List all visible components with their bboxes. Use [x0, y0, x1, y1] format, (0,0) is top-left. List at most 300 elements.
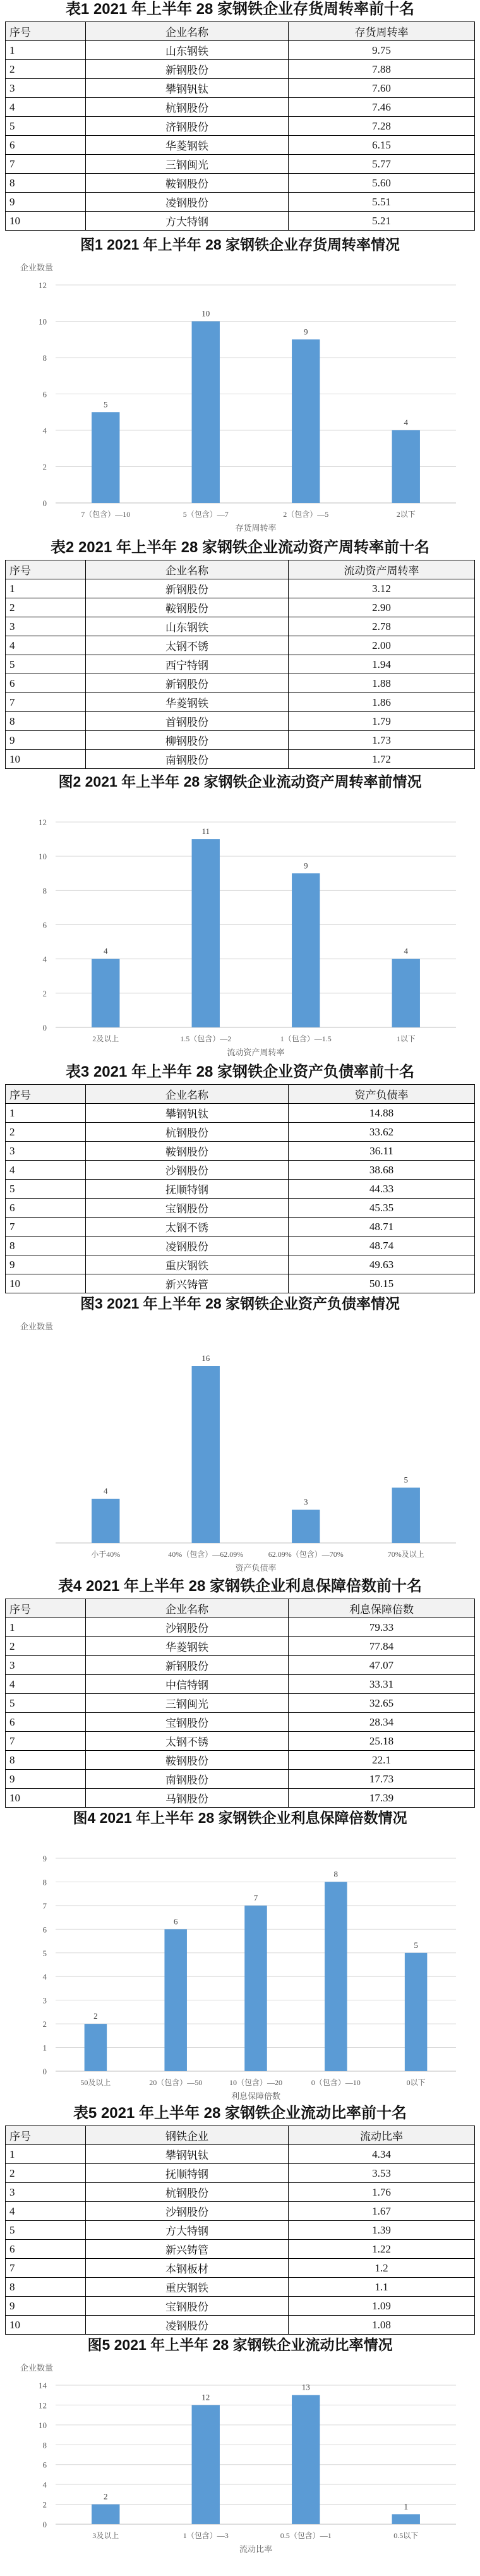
value-cell: 1.79	[289, 712, 475, 731]
rank-cell: 1	[6, 1104, 86, 1123]
figure2-chart-svg	[5, 794, 475, 1078]
table-row	[6, 2240, 475, 2259]
table-row	[6, 2164, 475, 2183]
table-row	[6, 579, 475, 598]
value-cell: 1.39	[289, 2221, 475, 2240]
rank-cell: 6	[6, 2240, 86, 2259]
table3-title: 表3 2021 年上半年 28 家钢铁企业资产负债率前十名	[65, 1063, 415, 1080]
y-axis-label: 企业数量	[20, 1322, 54, 1331]
bar-value-label: 5	[104, 399, 108, 409]
table-row	[6, 117, 475, 136]
x-tick-label: 2以下	[396, 510, 416, 519]
table-row	[6, 1218, 475, 1237]
rank-cell: 9	[6, 1255, 86, 1274]
company-cell: 新钢股份	[86, 674, 289, 693]
value-cell: 4.34	[289, 2145, 475, 2164]
company-cell: 南钢股份	[86, 750, 289, 769]
figure2-title: 图2 2021 年上半年 28 家钢铁企业流动资产周转率前情况	[58, 773, 422, 790]
value-cell: 17.39	[289, 1789, 475, 1808]
table-row	[6, 2278, 475, 2297]
rank-cell: 7	[6, 1218, 86, 1237]
table-row	[6, 598, 475, 617]
y-tick-label: 0	[42, 2520, 47, 2529]
y-tick-label: 10	[39, 317, 47, 327]
company-cell: 凌钢股份	[86, 2316, 289, 2335]
company-cell: 柳钢股份	[86, 731, 289, 750]
table-row	[6, 136, 475, 155]
bar-value-label: 4	[404, 418, 408, 427]
bar	[292, 1510, 320, 1544]
table-row	[6, 2202, 475, 2221]
table-row	[6, 1161, 475, 1180]
table-row	[6, 98, 475, 117]
table-header-row	[6, 22, 475, 41]
company-cell: 杭钢股份	[86, 1123, 289, 1142]
value-cell: 1.88	[289, 674, 475, 693]
x-tick-label: 0.5以下	[393, 2531, 419, 2540]
bar	[92, 1499, 119, 1543]
value-cell: 36.11	[289, 1142, 475, 1161]
rank-cell: 9	[6, 2297, 86, 2316]
company-cell: 攀钢钒钛	[86, 79, 289, 98]
table2-section	[5, 538, 475, 769]
bar-value-label: 6	[173, 1916, 178, 1926]
figure2-section	[5, 772, 475, 1057]
bar	[405, 1953, 428, 2071]
value-cell: 5.51	[289, 193, 475, 212]
company-cell: 凌钢股份	[86, 193, 289, 212]
company-cell: 太钢不锈	[86, 1218, 289, 1237]
company-cell: 宝钢股份	[86, 1713, 289, 1732]
value-cell: 38.68	[289, 1161, 475, 1180]
table-row	[6, 2316, 475, 2335]
rank-cell: 4	[6, 1675, 86, 1694]
table-row	[6, 2183, 475, 2202]
value-cell: 33.62	[289, 1123, 475, 1142]
figure4-chart	[5, 1830, 475, 2101]
bar-value-label: 9	[304, 327, 308, 337]
rank-cell: 5	[6, 1694, 86, 1713]
bar-value-label: 8	[333, 1869, 339, 1879]
rank-cell: 9	[6, 731, 86, 750]
table-row	[6, 1770, 475, 1789]
figure3-chart-svg	[5, 1315, 475, 1593]
company-cell: 山东钢铁	[86, 617, 289, 636]
bar-value-label: 4	[404, 946, 408, 956]
x-tick-label: 40%（包含）—62.09%	[168, 1550, 244, 1559]
x-tick-label: 50及以上	[80, 2078, 111, 2087]
value-cell: 2.00	[289, 636, 475, 655]
table-row	[6, 1694, 475, 1713]
x-tick-label: 0.5（包含）—1	[280, 2531, 332, 2540]
company-cell: 鞍钢股份	[86, 598, 289, 617]
bar-value-label: 10	[201, 308, 210, 318]
y-tick-label: 4	[42, 2480, 47, 2490]
rank-cell: 8	[6, 174, 86, 193]
value-cell: 49.63	[289, 1255, 475, 1274]
value-cell: 14.88	[289, 1104, 475, 1123]
bar	[392, 2514, 420, 2524]
rank-cell: 1	[6, 2145, 86, 2164]
table5	[5, 2126, 475, 2335]
bar	[292, 339, 320, 503]
table-row	[6, 1732, 475, 1751]
table4	[5, 1599, 475, 1808]
value-cell: 1.73	[289, 731, 475, 750]
table-row	[6, 2145, 475, 2164]
x-axis-label: 资产负债率	[235, 1563, 277, 1573]
company-cell: 华菱钢铁	[86, 136, 289, 155]
y-tick-label: 8	[42, 886, 47, 896]
value-cell: 9.75	[289, 41, 475, 60]
rank-cell: 8	[6, 1751, 86, 1770]
value-cell: 48.74	[289, 1237, 475, 1255]
company-cell: 鞍钢股份	[86, 174, 289, 193]
table-header-row	[6, 1599, 475, 1618]
rank-cell: 4	[6, 1161, 86, 1180]
table-row	[6, 1104, 475, 1123]
rank-cell: 2	[6, 60, 86, 79]
y-tick-label: 6	[42, 920, 47, 930]
figure1-chart	[5, 257, 475, 533]
rank-cell: 7	[6, 1732, 86, 1751]
table-header-row	[6, 560, 475, 579]
table2-title: 表2 2021 年上半年 28 家钢铁企业流动资产周转率前十名	[50, 539, 430, 556]
table-row	[6, 617, 475, 636]
value-cell: 7.60	[289, 79, 475, 98]
value-cell: 44.33	[289, 1180, 475, 1199]
table-row	[6, 693, 475, 712]
y-tick-label: 9	[42, 1854, 47, 1863]
table5-section	[5, 2104, 475, 2335]
bar-value-label: 4	[104, 946, 108, 956]
rank-cell: 2	[6, 1123, 86, 1142]
bar-value-label: 3	[304, 1497, 308, 1507]
x-tick-label: 2（包含）—5	[283, 510, 329, 519]
table-header-cell: 序号	[6, 22, 86, 41]
rank-cell: 10	[6, 750, 86, 769]
company-cell: 抚顺特钢	[86, 1180, 289, 1199]
table2	[5, 560, 475, 769]
rank-cell: 7	[6, 2259, 86, 2278]
company-cell: 沙钢股份	[86, 2202, 289, 2221]
bar	[92, 959, 119, 1027]
table-header-cell: 序号	[6, 560, 86, 579]
figure5-section	[5, 2335, 475, 2554]
bar	[392, 959, 420, 1027]
y-tick-label: 6	[42, 2460, 47, 2470]
value-cell: 22.1	[289, 1751, 475, 1770]
y-tick-label: 1	[42, 2043, 47, 2053]
figure4-chart-svg	[5, 1830, 475, 2122]
rank-cell: 3	[6, 79, 86, 98]
bar	[85, 2024, 107, 2071]
x-tick-label: 2及以上	[92, 1034, 119, 1043]
x-tick-label: 0以下	[406, 2078, 426, 2087]
bar-value-label: 4	[104, 1486, 108, 1496]
table-row	[6, 1789, 475, 1808]
table5-title: 表5 2021 年上半年 28 家钢铁企业流动比率前十名	[73, 2105, 407, 2122]
table-row	[6, 1274, 475, 1293]
x-tick-label: 70%及以上	[387, 1550, 424, 1559]
table-row	[6, 2297, 475, 2316]
table-header-cell: 序号	[6, 1085, 86, 1104]
table1-title: 表1 2021 年上半年 28 家钢铁企业存货周转率前十名	[65, 1, 415, 18]
table-row	[6, 1656, 475, 1675]
x-tick-label: 62.09%（包含）—70%	[268, 1550, 344, 1559]
rank-cell: 10	[6, 1789, 86, 1808]
company-cell: 三钢闽光	[86, 1694, 289, 1713]
value-cell: 5.21	[289, 212, 475, 231]
value-cell: 6.15	[289, 136, 475, 155]
y-tick-label: 10	[39, 2420, 47, 2430]
x-axis-label: 流动资产周转率	[227, 1048, 285, 1057]
x-tick-label: 10（包含）—20	[229, 2078, 283, 2087]
y-axis-label: 企业数量	[20, 263, 54, 272]
value-cell: 2.90	[289, 598, 475, 617]
bar-value-label: 11	[201, 826, 210, 837]
y-tick-label: 5	[42, 1948, 47, 1958]
x-tick-label: 7（包含）—10	[81, 510, 131, 519]
table-header-cell: 流动比率	[289, 2126, 475, 2145]
rank-cell: 8	[6, 2278, 86, 2297]
value-cell: 5.60	[289, 174, 475, 193]
company-cell: 本钢板材	[86, 2259, 289, 2278]
bar	[325, 1882, 347, 2071]
rank-cell: 4	[6, 2202, 86, 2221]
rank-cell: 2	[6, 598, 86, 617]
bar	[192, 2405, 220, 2524]
bar	[292, 873, 320, 1027]
table-row	[6, 155, 475, 174]
value-cell: 1.94	[289, 655, 475, 674]
value-cell: 48.71	[289, 1218, 475, 1237]
company-cell: 沙钢股份	[86, 1618, 289, 1637]
x-tick-label: 0（包含）—10	[311, 2078, 361, 2087]
y-tick-label: 10	[39, 852, 47, 862]
rank-cell: 2	[6, 2164, 86, 2183]
value-cell: 1.67	[289, 2202, 475, 2221]
x-tick-label: 5（包含）—7	[183, 510, 229, 519]
company-cell: 新钢股份	[86, 579, 289, 598]
table-row	[6, 1713, 475, 1732]
table-row	[6, 655, 475, 674]
table-row	[6, 1618, 475, 1637]
y-tick-label: 12	[39, 2400, 47, 2410]
value-cell: 1.22	[289, 2240, 475, 2259]
y-tick-label: 0	[42, 2067, 47, 2076]
company-cell: 宝钢股份	[86, 2297, 289, 2316]
table-row	[6, 79, 475, 98]
company-cell: 攀钢钒钛	[86, 2145, 289, 2164]
y-tick-label: 2	[42, 988, 47, 998]
rank-cell: 6	[6, 1713, 86, 1732]
table-row	[6, 174, 475, 193]
bar-value-label: 5	[404, 1475, 408, 1485]
company-cell: 沙钢股份	[86, 1161, 289, 1180]
company-cell: 南钢股份	[86, 1770, 289, 1789]
figure1-title: 图1 2021 年上半年 28 家钢铁企业存货周转率情况	[80, 236, 400, 253]
x-tick-label: 1（包含）—1.5	[280, 1034, 332, 1043]
y-tick-label: 6	[42, 389, 47, 399]
company-cell: 新钢股份	[86, 1656, 289, 1675]
y-tick-label: 12	[39, 281, 47, 290]
bar	[92, 412, 119, 503]
rank-cell: 4	[6, 98, 86, 117]
table-row	[6, 1123, 475, 1142]
table-header-cell: 序号	[6, 2126, 86, 2145]
figure5-chart	[5, 2357, 475, 2554]
y-tick-label: 0	[42, 499, 47, 508]
company-cell: 重庆钢铁	[86, 1255, 289, 1274]
company-cell: 鞍钢股份	[86, 1142, 289, 1161]
y-tick-label: 7	[42, 1901, 47, 1911]
company-cell: 三钢闽光	[86, 155, 289, 174]
value-cell: 7.46	[289, 98, 475, 117]
value-cell: 2.78	[289, 617, 475, 636]
bar-value-label: 16	[201, 1353, 210, 1363]
figure1-chart-svg	[5, 257, 475, 553]
company-cell: 新兴铸管	[86, 2240, 289, 2259]
company-cell: 宝钢股份	[86, 1199, 289, 1218]
rank-cell: 6	[6, 136, 86, 155]
rank-cell: 7	[6, 693, 86, 712]
value-cell: 1.86	[289, 693, 475, 712]
company-cell: 凌钢股份	[86, 1237, 289, 1255]
rank-cell: 1	[6, 41, 86, 60]
value-cell: 3.12	[289, 579, 475, 598]
bar-value-label: 7	[253, 1892, 258, 1902]
figure3-section	[5, 1294, 475, 1573]
value-cell: 3.53	[289, 2164, 475, 2183]
y-tick-label: 8	[42, 353, 47, 363]
table-row	[6, 212, 475, 231]
table-row	[6, 712, 475, 731]
company-cell: 抚顺特钢	[86, 2164, 289, 2183]
value-cell: 7.88	[289, 60, 475, 79]
y-tick-label: 4	[42, 426, 47, 435]
x-axis-label: 存货周转率	[235, 523, 277, 533]
table-header-cell: 企业名称	[86, 1085, 289, 1104]
bar	[392, 1488, 420, 1544]
company-cell: 杭钢股份	[86, 2183, 289, 2202]
rank-cell: 1	[6, 1618, 86, 1637]
company-cell: 首钢股份	[86, 712, 289, 731]
company-cell: 太钢不锈	[86, 636, 289, 655]
x-tick-label: 3及以上	[92, 2531, 119, 2540]
company-cell: 方大特钢	[86, 212, 289, 231]
company-cell: 西宁特钢	[86, 655, 289, 674]
table-header-cell: 钢铁企业	[86, 2126, 289, 2145]
y-tick-label: 8	[42, 2440, 47, 2450]
table4-title: 表4 2021 年上半年 28 家钢铁企业利息保障倍数前十名	[57, 1578, 423, 1595]
figure5-title: 图5 2021 年上半年 28 家钢铁企业流动比率情况	[87, 2337, 393, 2353]
table-row	[6, 1142, 475, 1161]
table-header-cell: 利息保障倍数	[289, 1599, 475, 1618]
value-cell: 33.31	[289, 1675, 475, 1694]
bar	[192, 839, 220, 1027]
y-tick-label: 4	[42, 954, 47, 964]
rank-cell: 9	[6, 193, 86, 212]
table-row	[6, 1199, 475, 1218]
rank-cell: 1	[6, 579, 86, 598]
bar-value-label: 9	[304, 861, 308, 871]
company-cell: 山东钢铁	[86, 41, 289, 60]
x-tick-label: 小于40%	[91, 1550, 121, 1559]
y-tick-label: 8	[42, 1877, 47, 1887]
bar-value-label: 13	[301, 2382, 310, 2392]
table-row	[6, 1675, 475, 1694]
figure1-section	[5, 235, 475, 533]
table-header-cell: 资产负债率	[289, 1085, 475, 1104]
company-cell: 方大特钢	[86, 2221, 289, 2240]
y-tick-label: 4	[42, 1972, 47, 1982]
bar-value-label: 5	[414, 1940, 418, 1950]
y-tick-label: 0	[42, 1023, 47, 1032]
table-header-row	[6, 1085, 475, 1104]
value-cell: 5.77	[289, 155, 475, 174]
bar-value-label: 1	[404, 2501, 408, 2512]
value-cell: 47.07	[289, 1656, 475, 1675]
table-header-cell: 存货周转率	[289, 22, 475, 41]
company-cell: 太钢不锈	[86, 1732, 289, 1751]
rank-cell: 5	[6, 117, 86, 136]
y-tick-label: 2	[42, 462, 47, 472]
value-cell: 28.34	[289, 1713, 475, 1732]
table-header-cell: 序号	[6, 1599, 86, 1618]
table-row	[6, 1637, 475, 1656]
value-cell: 77.84	[289, 1637, 475, 1656]
y-tick-label: 6	[42, 1925, 47, 1935]
company-cell: 华菱钢铁	[86, 1637, 289, 1656]
figure3-title: 图3 2021 年上半年 28 家钢铁企业资产负债率情况	[80, 1295, 400, 1312]
company-cell: 杭钢股份	[86, 98, 289, 117]
table3-section	[5, 1063, 475, 1293]
rank-cell: 7	[6, 155, 86, 174]
table1	[5, 21, 475, 231]
rank-cell: 8	[6, 712, 86, 731]
value-cell: 1.08	[289, 2316, 475, 2335]
table4-section	[5, 1577, 475, 1808]
value-cell: 25.18	[289, 1732, 475, 1751]
bar	[192, 322, 220, 504]
rank-cell: 3	[6, 1142, 86, 1161]
table-row	[6, 1180, 475, 1199]
company-cell: 新兴铸管	[86, 1274, 289, 1293]
bar	[192, 1366, 220, 1543]
company-cell: 马钢股份	[86, 1789, 289, 1808]
value-cell: 7.28	[289, 117, 475, 136]
bar	[92, 2505, 119, 2524]
rank-cell: 4	[6, 636, 86, 655]
y-tick-label: 14	[39, 2381, 47, 2390]
value-cell: 1.72	[289, 750, 475, 769]
rank-cell: 5	[6, 2221, 86, 2240]
figure4-section	[5, 1808, 475, 2101]
value-cell: 17.73	[289, 1770, 475, 1789]
table-row	[6, 636, 475, 655]
y-tick-label: 12	[39, 818, 47, 827]
rank-cell: 9	[6, 1770, 86, 1789]
rank-cell: 3	[6, 2183, 86, 2202]
bar	[164, 1929, 187, 2071]
table-header-row	[6, 2126, 475, 2145]
table-row	[6, 1255, 475, 1274]
company-cell: 新钢股份	[86, 60, 289, 79]
rank-cell: 2	[6, 1637, 86, 1656]
x-tick-label: 20（包含）—50	[149, 2078, 203, 2087]
x-tick-label: 1.5（包含）—2	[180, 1034, 232, 1043]
